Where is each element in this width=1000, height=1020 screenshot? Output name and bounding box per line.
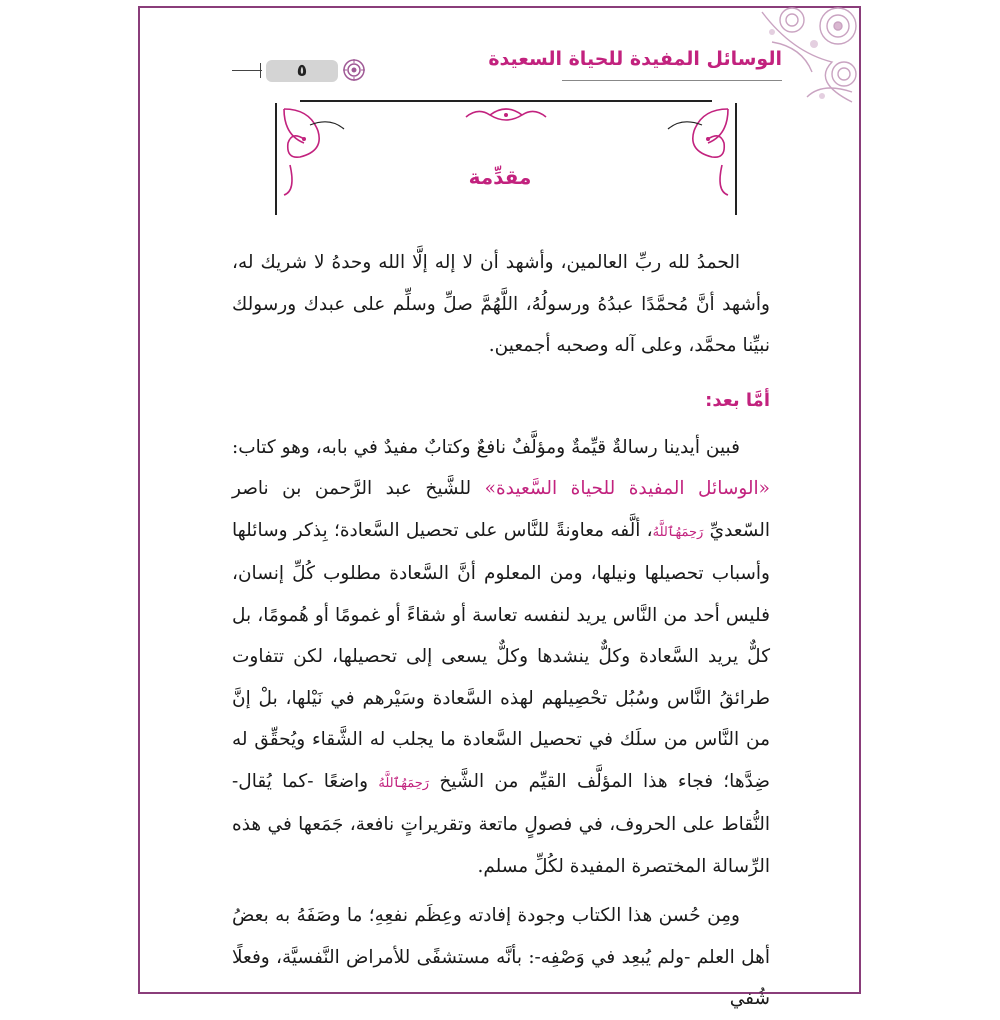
book-description-paragraph — [232, 427, 770, 888]
body-text — [232, 240, 770, 1020]
paragraph-text: فبين أيدينا رسالةٌ قيِّمةٌ ومؤلَّفٌ نافعٌ وكتابٌ مفيدٌ في بابه، وهو كتاب: — [232, 436, 740, 458]
ornamental-title-frame — [270, 95, 742, 220]
paragraph-text: ، ألَّفه معاونةً للنَّاس على تحصيل السَّعادة؛ بِذكر وسائلها وأسباب تحصيلها ونيلها، ومن المعلوم أنَّ السَّعادة مطلوب كُلِّ إنسان، فليس أحد من النَّاس يريد لنفسه تعاسة أو شقاءً أو غمومًا أو هُمومًا، بل كلٌّ يريد السَّعادة وكلٌّ ينشدها وكلٌّ يسعى إلى تحصيلها، لكن تتفاوت طرائقُ النَّاس وسُبُل تحْصِيلهم لهذه السَّعادة وسَيْرهم في نَيْلها، بلْ إنَّ من النَّاس من سلَك في تحصيل السَّعادة ما يجلب له الشَّقاء ويُحقِّق له ضِدَّها؛ فجاء هذا المؤلَّف القيِّم من الشَّيخ — [232, 519, 770, 792]
honorific: رَحِمَهُٱللَّهُ — [378, 775, 430, 791]
section-title: مقدِّمة — [468, 165, 532, 189]
book-praise-paragraph: ومِن حُسن هذا الكتاب وجودة إفادته وعِظَم نفعِهِ؛ ما وصَفَهُ به بعضُ أهل العلم -ولم يُبعِد في وَصْفِه-: بأنَّه مستشفًى للأمراض النَّفسيَّة، وفعلًا شُفي — [232, 905, 770, 1009]
page-number-rule — [232, 70, 262, 71]
book-title: «الوسائل المفيدة للحياة السَّعيدة» — [484, 478, 770, 499]
page-number: ٥ — [266, 60, 338, 82]
intro-paragraph: الحمدُ لله ربِّ العالمين، وأشهد أن لا إله إلَّا الله وحدهُ لا شريك له، وأشهد أنَّ مُحمَّدًا عبدُهُ ورسولُهُ، اللَّهُمَّ صلِّ وسلِّم على عبدك ورسولك نبيِّنا محمَّد، وعلى آله وصحبه أجمعين. — [232, 252, 770, 356]
honorific: رَحِمَهُٱللَّهُ — [652, 524, 704, 540]
amma-bad-heading: أمَّا بعد: — [705, 389, 770, 411]
header-rule — [562, 80, 782, 81]
running-header-title: الوسائل المفيدة للحياة السعيدة — [488, 48, 782, 70]
paragraph-text: واضعًا -كما يُقال- النُّقاط على الحروف، في فصولٍ ماتعة وتقريراتٍ نافعة، جَمَعها في هذه الرِّسالة المختصرة المفيدة لكُلِّ مسلم. — [232, 770, 770, 877]
page-number-group — [232, 60, 362, 80]
page-number-tick — [260, 63, 261, 78]
flower-icon — [342, 58, 366, 82]
paragraph-text: للشَّيخ عبد الرَّحمن بن ناصر السّعديِّ — [232, 478, 771, 541]
